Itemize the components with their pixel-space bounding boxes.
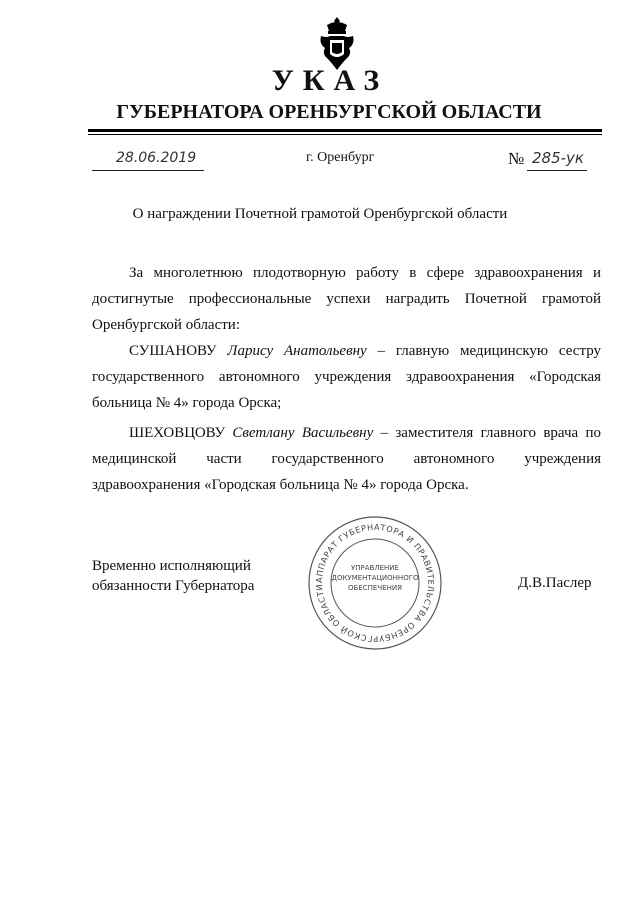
stamp-inner-line-1: УПРАВЛЕНИЕ	[351, 564, 399, 572]
stamp-inner-line-3: ОБЕСПЕЧЕНИЯ	[348, 584, 402, 592]
awardee-1-position: – главную медицинскую сестру государственного автономного учреждения здравоохранения «Городская больница № 4» города Орска;	[92, 343, 602, 411]
document-type-title: УКАЗ	[271, 64, 389, 97]
signer-name: Д.В.Паслер	[518, 575, 592, 591]
number-sign: №	[508, 149, 525, 168]
signer-title-line-1: Временно исполняющий	[92, 558, 251, 574]
header-rule-thin	[88, 134, 602, 135]
paragraph-intro: За многолетнюю плодотворную работу в сфере здравоохранения и достигнутые профессиональные успехи наградить Почетной грамотой Оренбургской области:	[92, 265, 601, 333]
stamp-outer-text: АППАРАТ ГУБЕРНАТОРА И ПРАВИТЕЛЬСТВА ОРЕНБУРГСКОЙ ОБЛАСТИ	[313, 521, 437, 645]
awardee-2-name: Светлану Васильевну	[232, 425, 374, 441]
signer-title	[92, 556, 254, 596]
document-date: 28.06.2019	[116, 150, 197, 166]
document-heading: О награждении Почетной грамотой Оренбургской области	[132, 206, 508, 222]
stamp-inner-line-2: ДОКУМЕНТАЦИОННОГО	[331, 574, 419, 582]
document-city: г. Оренбург	[306, 150, 375, 165]
awardee-1-name: Ларису Анатольевну	[227, 343, 367, 359]
document-number: 285-ук	[532, 149, 584, 167]
awardee-2-position: – заместителя главного врача по медицинской части государственного автономного учреждения здравоохранения «Городская больница № 4» города Орска.	[92, 425, 601, 493]
paragraph-award-2	[92, 420, 601, 498]
awardee-2-surname: ШЕХОВЦОВУ	[129, 425, 226, 441]
awardee-1-surname: СУШАНОВУ	[129, 343, 217, 359]
paragraph-award-1	[92, 338, 601, 416]
issuer-subtitle: ГУБЕРНАТОРА ОРЕНБУРГСКОЙ ОБЛАСТИ	[116, 101, 542, 123]
signer-title-line-2: обязанности Губернатора	[92, 578, 255, 594]
official-stamp	[307, 515, 443, 651]
header-rule	[88, 129, 602, 132]
